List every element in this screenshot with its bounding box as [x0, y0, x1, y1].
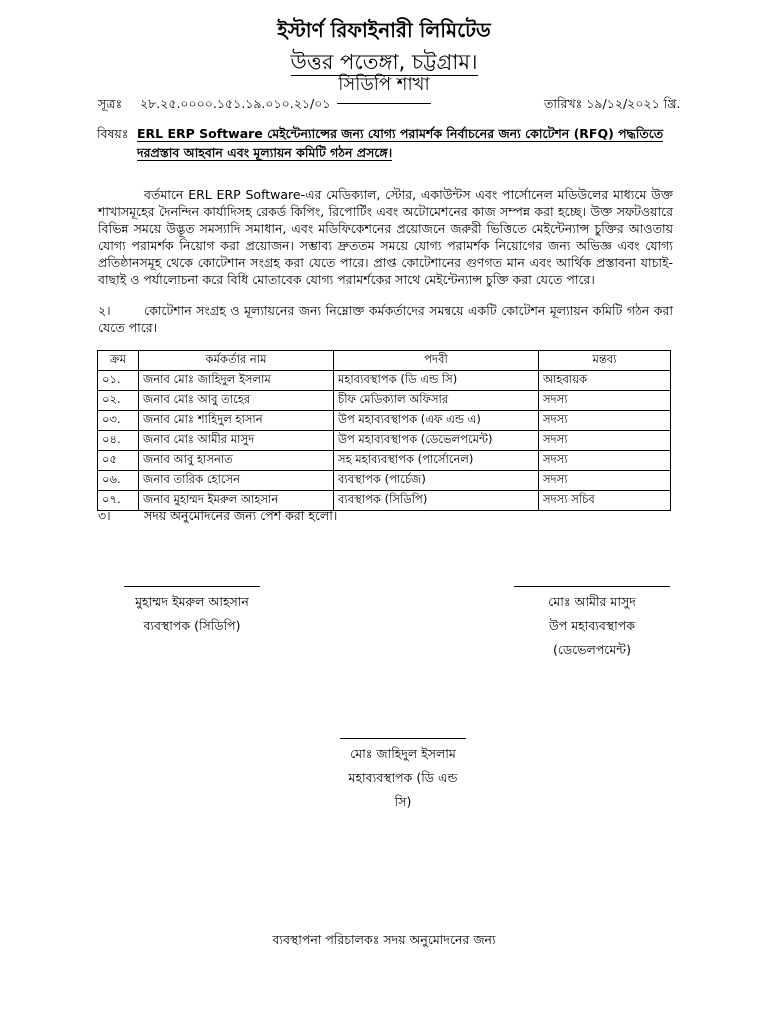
row-designation: উপ মহাব্যবস্থাপক (ডেভেলপমেন্ট) — [334, 431, 539, 451]
header-serial: ক্রম — [98, 351, 139, 371]
signatory-left — [92, 590, 292, 638]
subject-label: বিষয়ঃ — [97, 126, 129, 141]
reference-number: ২৮.২৫.০০০০.১৫১.১৯.০১০.২১/০১ — [140, 96, 331, 111]
paragraph-2-number: ২। — [98, 303, 111, 318]
header-remarks: মন্তব্য — [539, 351, 671, 371]
table-header-row — [98, 351, 671, 371]
signatory-right-name: মোঃ আমীর মাসুদ — [548, 594, 636, 609]
table-row — [98, 411, 671, 431]
row-designation: ব্যবস্থাপক (সিডিপি) — [334, 491, 539, 511]
table-row — [98, 431, 671, 451]
table-row — [98, 391, 671, 411]
paragraph-2 — [98, 302, 673, 336]
paragraph-3-number: ৩। — [98, 508, 111, 523]
header-officer-name: কর্মকর্তার নাম — [139, 351, 334, 371]
row-serial: ০৭. — [98, 491, 139, 511]
subject — [137, 124, 677, 162]
row-serial: ০১. — [98, 371, 139, 391]
header-designation: পদবী — [334, 351, 539, 371]
signature-line-left — [124, 586, 260, 587]
department-text: সিডিপি শাখা — [337, 70, 430, 104]
signatory-right-title-1: উপ মহাব্যবস্থাপক — [549, 618, 635, 633]
row-remarks: সদস্য সচিব — [539, 491, 671, 511]
signatory-center-name: মোঃ জাহিদুল ইসলাম — [350, 746, 456, 761]
row-remarks: সদস্য — [539, 431, 671, 451]
reference-label: সূত্রঃ — [98, 96, 123, 111]
row-serial: ০২. — [98, 391, 139, 411]
signatory-left-title: ব্যবস্থাপক (সিডিপি) — [143, 618, 241, 633]
signature-line-right — [514, 586, 670, 587]
row-remarks: সদস্য — [539, 471, 671, 491]
row-designation: চীফ মেডিক্যাল অফিসার — [334, 391, 539, 411]
row-officer-name: জনাব মোঃ আমীর মাসুদ — [139, 431, 334, 451]
signatory-left-name: মুহাম্মদ ইমরুল আহসান — [135, 594, 249, 609]
row-remarks: আহবায়ক — [539, 371, 671, 391]
row-serial: ০৪. — [98, 431, 139, 451]
row-serial: ০৩. — [98, 411, 139, 431]
subject-text: ERL ERP Software মেইন্টেন্যান্সের জন্য যোগ্য পরামর্শক নির্বাচনের জন্য কোটেশন (RFQ) পদ্ধতিতে দরপ্রস্তাব আহবান এবং মূল্যায়ন কমিটি গঠন প্রসঙ্গে। — [137, 126, 664, 160]
row-officer-name: জনাব তারিক হোসেন — [139, 471, 334, 491]
paragraph-3-text: সদয় অনুমোদনের জন্য পেশ করা হলো। — [144, 508, 338, 523]
row-designation: ব্যবস্থাপক (পার্চেজ) — [334, 471, 539, 491]
approval-footer: ব্যবস্থাপনা পরিচালকঃ সদয় অনুমোদনের জন্য — [272, 932, 496, 947]
table-row — [98, 371, 671, 391]
row-officer-name: জনাব আবু হাসনাত — [139, 451, 334, 471]
row-remarks: সদস্য — [539, 451, 671, 471]
signatory-center — [303, 742, 503, 814]
paragraph-2-text: কোটেশান সংগ্রহ ও মূল্যায়নের জন্য নিম্নোক্ত কর্মকর্তাদের সমন্বয়ে একটি কোটেশন মূল্যায়ন কমিটি গঠন করা যেতে পারে। — [98, 303, 673, 335]
row-officer-name: জনাব মুহাম্মদ ইমরুল আহসান — [139, 491, 334, 511]
signatory-center-title-1: মহাব্যবস্থাপক (ডি এন্ড — [348, 770, 458, 785]
row-designation: মহাব্যবস্থাপক (ডি এন্ড সি) — [334, 371, 539, 391]
paragraph-1: বর্তমানে ERL ERP Software-এর মেডিক্যাল, স্টোর, একাউন্টস এবং পার্সোনেল মডিউলের মাধ্যমে উক্ত শাখাসমূহের দৈনন্দিন কার্যাদিসহ রেকর্ড কিপিং, রিপোর্টিং এবং অটোমেশনের কাজ সম্পন্ন করা হচ্ছে। উক্ত সফটওয়ারে বিভিন্ন সময়ে উদ্ভূত সমস্যাদি সমাধান, এবং মডিফিকেশনের প্রয়োজনে জরুরী ভিত্তিতে মেইন্টেন্যান্স চুক্তির আওতায় যোগ্য পরামর্শক নিয়োগ করা প্রয়োজন। সম্ভাব্য দ্রুততম সময়ে যোগ্য পরামর্শক নিয়োগের জন্য অভিজ্ঞ এবং যোগ্য প্রতিষ্ঠানসমূহ থেকে কোটেশান সংগ্রহ করা যেতে পারে। প্রাপ্ত কোটেশানের গুণগত মান এবং আর্থিক প্রস্তাবনা যাচাই-বাছাই ও পর্যালোচনা করে বিধি মোতাবেক যোগ্য পরামর্শকের সাথে মেইন্টেন্যান্স চুক্তি করা যেতে পারে। — [98, 187, 673, 287]
row-officer-name: জনাব মোঃ জাহিদুল ইসলাম — [139, 371, 334, 391]
signatory-right-title-2: (ডেভেলপমেন্ট) — [553, 642, 631, 657]
committee-table — [97, 350, 671, 511]
row-serial: ০৬. — [98, 471, 139, 491]
paragraph-3 — [98, 508, 337, 528]
memo-date: তারিখঃ ১৯/১২/২০২১ খ্রি. — [544, 96, 681, 111]
signatory-right — [492, 590, 692, 662]
org-location-text: উত্তর পতেঙ্গা, চট্টগ্রাম। — [290, 50, 478, 74]
row-designation: উপ মহাব্যবস্থাপক (এফ এন্ড এ) — [334, 411, 539, 431]
row-remarks: সদস্য — [539, 411, 671, 431]
row-serial: ০৫ — [98, 451, 139, 471]
signatory-center-title-2: সি) — [394, 794, 412, 809]
signature-line-center — [340, 738, 466, 739]
row-officer-name: জনাব মোঃ আবু তাহের — [139, 391, 334, 411]
row-designation: সহ মহাব্যবস্থাপক (পার্সোনেল) — [334, 451, 539, 471]
row-officer-name: জনাব মোঃ শাহিদুল হাসান — [139, 411, 334, 431]
table-row — [98, 471, 671, 491]
table-row — [98, 451, 671, 471]
org-name: ইস্টার্ণ রিফাইনারী লিমিটেড — [277, 18, 491, 42]
row-remarks: সদস্য — [539, 391, 671, 411]
